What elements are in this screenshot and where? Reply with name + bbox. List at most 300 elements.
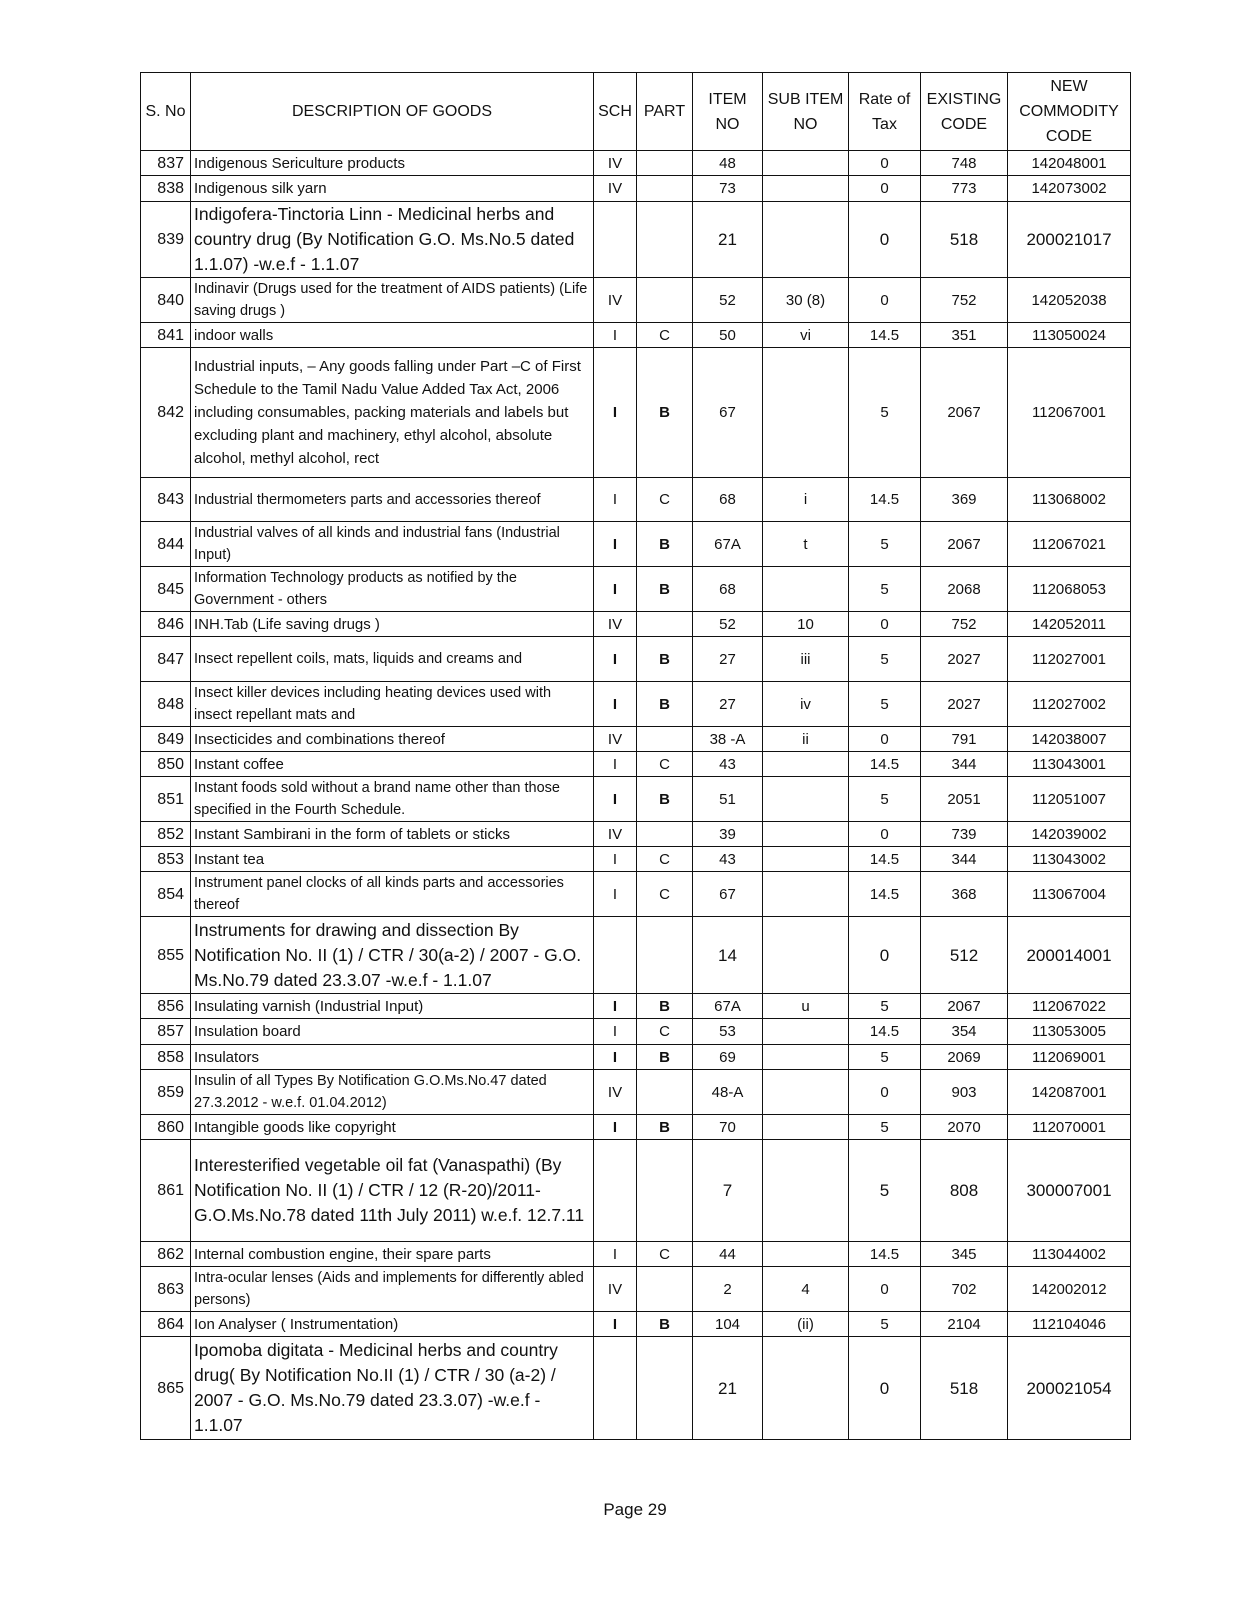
cell-new-commodity-code: 142039002: [1008, 822, 1131, 847]
table-row: [141, 176, 1131, 202]
cell-part: B: [637, 682, 693, 727]
cell-new-commodity-code: 200021017: [1008, 202, 1131, 278]
table-row: [141, 752, 1131, 777]
cell-part: [637, 822, 693, 847]
cell-part: [637, 202, 693, 278]
cell-existing-code: 351: [921, 323, 1008, 348]
cell-part: C: [637, 847, 693, 872]
cell-item-no: 21: [693, 1337, 763, 1440]
cell-rate-of-tax: 0: [849, 822, 921, 847]
table-row: [141, 323, 1131, 348]
cell-sch: [594, 917, 637, 994]
cell-rate-of-tax: 0: [849, 151, 921, 176]
cell-rate-of-tax: 5: [849, 567, 921, 612]
cell-description: Industrial thermometers parts and accessories thereof: [191, 478, 594, 522]
table-row: [141, 727, 1131, 752]
header-new-commodity-code: NEW COMMODITY CODE: [1008, 73, 1131, 151]
cell-new-commodity-code: 113043001: [1008, 752, 1131, 777]
cell-sno: 840: [141, 278, 191, 323]
cell-new-commodity-code: 112067021: [1008, 522, 1131, 567]
table-row: [141, 348, 1131, 478]
cell-item-no: 27: [693, 637, 763, 682]
cell-part: [637, 917, 693, 994]
cell-description: Industrial inputs, – Any goods falling under Part –C of First Schedule to the Tamil Nadu Value Added Tax Act, 2006 including consumables, packing materials and labels but excluding plant and machinery, ethyl alcohol, absolute alcohol, methyl alcohol, rect: [191, 348, 594, 478]
cell-new-commodity-code: 113067004: [1008, 872, 1131, 917]
cell-sno: 856: [141, 994, 191, 1019]
cell-sub-item-no: [763, 917, 849, 994]
cell-item-no: 68: [693, 567, 763, 612]
table-row: [141, 478, 1131, 522]
cell-sch: IV: [594, 151, 637, 176]
cell-sch: I: [594, 847, 637, 872]
cell-sub-item-no: (ii): [763, 1312, 849, 1337]
cell-sno: 846: [141, 612, 191, 637]
cell-new-commodity-code: 113053005: [1008, 1019, 1131, 1045]
cell-sub-item-no: [763, 202, 849, 278]
cell-part: B: [637, 522, 693, 567]
cell-part: C: [637, 1242, 693, 1267]
table-row: [141, 278, 1131, 323]
cell-sno: 851: [141, 777, 191, 822]
cell-sub-item-no: u: [763, 994, 849, 1019]
table-row: [141, 1312, 1131, 1337]
cell-rate-of-tax: 5: [849, 522, 921, 567]
cell-sub-item-no: 30 (8): [763, 278, 849, 323]
table-row: [141, 1070, 1131, 1115]
cell-description: Ipomoba digitata - Medicinal herbs and country drug( By Notification No.II (1) / CTR / 30 (a-2) / 2007 - G.O. Ms.No.79 dated 23.3.07) -w.e.f - 1.1.07: [191, 1337, 594, 1440]
cell-existing-code: 369: [921, 478, 1008, 522]
cell-item-no: 51: [693, 777, 763, 822]
table-row: [141, 872, 1131, 917]
cell-item-no: 7: [693, 1140, 763, 1242]
cell-rate-of-tax: 14.5: [849, 1242, 921, 1267]
cell-rate-of-tax: 14.5: [849, 323, 921, 348]
cell-new-commodity-code: 142038007: [1008, 727, 1131, 752]
cell-description: Ion Analyser ( Instrumentation): [191, 1312, 594, 1337]
cell-sno: 859: [141, 1070, 191, 1115]
table-row: [141, 994, 1131, 1019]
cell-sub-item-no: [763, 822, 849, 847]
cell-new-commodity-code: 113050024: [1008, 323, 1131, 348]
cell-item-no: 43: [693, 752, 763, 777]
cell-part: [637, 612, 693, 637]
cell-sno: 843: [141, 478, 191, 522]
cell-existing-code: 2067: [921, 994, 1008, 1019]
header-sno: S. No: [141, 73, 191, 151]
cell-existing-code: 748: [921, 151, 1008, 176]
cell-sub-item-no: [763, 1242, 849, 1267]
cell-item-no: 48: [693, 151, 763, 176]
cell-sch: I: [594, 522, 637, 567]
cell-item-no: 53: [693, 1019, 763, 1045]
cell-sub-item-no: vi: [763, 323, 849, 348]
cell-sub-item-no: 10: [763, 612, 849, 637]
table-row: [141, 202, 1131, 278]
cell-rate-of-tax: 14.5: [849, 872, 921, 917]
cell-description: Insecticides and combinations thereof: [191, 727, 594, 752]
cell-rate-of-tax: 0: [849, 1070, 921, 1115]
cell-sub-item-no: iv: [763, 682, 849, 727]
cell-new-commodity-code: 113068002: [1008, 478, 1131, 522]
cell-new-commodity-code: 112027001: [1008, 637, 1131, 682]
cell-sch: I: [594, 777, 637, 822]
cell-rate-of-tax: 14.5: [849, 847, 921, 872]
cell-sno: 849: [141, 727, 191, 752]
cell-existing-code: 752: [921, 278, 1008, 323]
cell-rate-of-tax: 5: [849, 1312, 921, 1337]
cell-part: [637, 1070, 693, 1115]
cell-sno: 864: [141, 1312, 191, 1337]
cell-item-no: 52: [693, 612, 763, 637]
cell-part: [637, 1140, 693, 1242]
cell-existing-code: 2027: [921, 682, 1008, 727]
cell-item-no: 73: [693, 176, 763, 202]
cell-sub-item-no: [763, 1337, 849, 1440]
cell-existing-code: 518: [921, 202, 1008, 278]
cell-new-commodity-code: 200021054: [1008, 1337, 1131, 1440]
cell-new-commodity-code: 112051007: [1008, 777, 1131, 822]
cell-rate-of-tax: 5: [849, 994, 921, 1019]
cell-sub-item-no: [763, 1045, 849, 1070]
cell-description: Interesterified vegetable oil fat (Vanaspathi) (By Notification No. II (1) / CTR / 12 (R-20)/2011-G.O.Ms.No.78 dated 11th July 2011) w.e.f. 12.7.11: [191, 1140, 594, 1242]
table-row: [141, 1115, 1131, 1140]
cell-rate-of-tax: 5: [849, 1115, 921, 1140]
cell-part: C: [637, 478, 693, 522]
cell-rate-of-tax: 0: [849, 176, 921, 202]
cell-rate-of-tax: 5: [849, 777, 921, 822]
cell-description: Insulating varnish (Industrial Input): [191, 994, 594, 1019]
cell-sub-item-no: [763, 847, 849, 872]
cell-item-no: 67: [693, 348, 763, 478]
cell-item-no: 69: [693, 1045, 763, 1070]
cell-part: C: [637, 323, 693, 348]
cell-sub-item-no: iii: [763, 637, 849, 682]
cell-sno: 845: [141, 567, 191, 612]
cell-existing-code: 2027: [921, 637, 1008, 682]
cell-sno: 857: [141, 1019, 191, 1045]
cell-rate-of-tax: 5: [849, 637, 921, 682]
cell-sch: I: [594, 752, 637, 777]
cell-sno: 865: [141, 1337, 191, 1440]
cell-sub-item-no: [763, 176, 849, 202]
cell-sch: I: [594, 348, 637, 478]
cell-item-no: 68: [693, 478, 763, 522]
cell-sno: 861: [141, 1140, 191, 1242]
cell-existing-code: 702: [921, 1267, 1008, 1312]
cell-sch: I: [594, 1115, 637, 1140]
cell-existing-code: 354: [921, 1019, 1008, 1045]
table-row: [141, 1242, 1131, 1267]
cell-existing-code: 773: [921, 176, 1008, 202]
table-row: [141, 1019, 1131, 1045]
cell-sub-item-no: [763, 151, 849, 176]
cell-rate-of-tax: 14.5: [849, 478, 921, 522]
cell-sch: [594, 1337, 637, 1440]
cell-item-no: 67A: [693, 522, 763, 567]
cell-description: Instant coffee: [191, 752, 594, 777]
cell-description: Indinavir (Drugs used for the treatment of AIDS patients) (Life saving drugs ): [191, 278, 594, 323]
cell-rate-of-tax: 5: [849, 348, 921, 478]
cell-item-no: 27: [693, 682, 763, 727]
cell-existing-code: 344: [921, 847, 1008, 872]
cell-part: B: [637, 567, 693, 612]
cell-new-commodity-code: 200014001: [1008, 917, 1131, 994]
cell-item-no: 38 -A: [693, 727, 763, 752]
cell-description: Instruments for drawing and dissection By Notification No. II (1) / CTR / 30(a-2) / 2007 - G.O. Ms.No.79 dated 23.3.07 -w.e.f - 1.1.07: [191, 917, 594, 994]
cell-item-no: 104: [693, 1312, 763, 1337]
header-description: DESCRIPTION OF GOODS: [191, 73, 594, 151]
cell-new-commodity-code: 142052038: [1008, 278, 1131, 323]
table-row: [141, 822, 1131, 847]
cell-sub-item-no: t: [763, 522, 849, 567]
commodity-table: [140, 72, 1131, 1440]
cell-sno: 858: [141, 1045, 191, 1070]
cell-sch: IV: [594, 176, 637, 202]
cell-item-no: 50: [693, 323, 763, 348]
cell-sub-item-no: [763, 1019, 849, 1045]
cell-item-no: 14: [693, 917, 763, 994]
header-item-no: ITEM NO: [693, 73, 763, 151]
cell-item-no: 39: [693, 822, 763, 847]
cell-sch: I: [594, 1045, 637, 1070]
cell-new-commodity-code: 112070001: [1008, 1115, 1131, 1140]
cell-new-commodity-code: 142052011: [1008, 612, 1131, 637]
cell-sub-item-no: 4: [763, 1267, 849, 1312]
table-row: [141, 567, 1131, 612]
table-row: [141, 682, 1131, 727]
cell-new-commodity-code: 112067022: [1008, 994, 1131, 1019]
cell-new-commodity-code: 112027002: [1008, 682, 1131, 727]
cell-existing-code: 368: [921, 872, 1008, 917]
cell-item-no: 52: [693, 278, 763, 323]
cell-description: Indigenous Sericulture products: [191, 151, 594, 176]
cell-new-commodity-code: 142073002: [1008, 176, 1131, 202]
cell-part: B: [637, 994, 693, 1019]
cell-part: [637, 151, 693, 176]
cell-part: B: [637, 1045, 693, 1070]
cell-part: [637, 278, 693, 323]
cell-existing-code: 2069: [921, 1045, 1008, 1070]
cell-item-no: 48-A: [693, 1070, 763, 1115]
cell-description: Indigofera-Tinctoria Linn - Medicinal herbs and country drug (By Notification G.O. Ms.No.5 dated 1.1.07) -w.e.f - 1.1.07: [191, 202, 594, 278]
cell-sno: 839: [141, 202, 191, 278]
cell-description: Intangible goods like copyright: [191, 1115, 594, 1140]
cell-sno: 854: [141, 872, 191, 917]
cell-part: [637, 176, 693, 202]
cell-part: C: [637, 872, 693, 917]
cell-new-commodity-code: 300007001: [1008, 1140, 1131, 1242]
cell-new-commodity-code: 142002012: [1008, 1267, 1131, 1312]
cell-item-no: 21: [693, 202, 763, 278]
cell-description: Instant Sambirani in the form of tablets or sticks: [191, 822, 594, 847]
header-row: [141, 73, 1131, 151]
cell-part: [637, 1337, 693, 1440]
cell-sub-item-no: [763, 567, 849, 612]
cell-new-commodity-code: 112104046: [1008, 1312, 1131, 1337]
cell-item-no: 43: [693, 847, 763, 872]
cell-description: Insulation board: [191, 1019, 594, 1045]
cell-sch: I: [594, 323, 637, 348]
cell-sch: I: [594, 1312, 637, 1337]
cell-sch: IV: [594, 1267, 637, 1312]
cell-existing-code: 903: [921, 1070, 1008, 1115]
table-row: [141, 612, 1131, 637]
cell-sub-item-no: [763, 1115, 849, 1140]
cell-description: Insect repellent coils, mats, liquids and creams and: [191, 637, 594, 682]
cell-description: Insulators: [191, 1045, 594, 1070]
cell-description: Indigenous silk yarn: [191, 176, 594, 202]
cell-existing-code: 808: [921, 1140, 1008, 1242]
cell-existing-code: 2067: [921, 348, 1008, 478]
cell-existing-code: 345: [921, 1242, 1008, 1267]
cell-sno: 863: [141, 1267, 191, 1312]
cell-sno: 862: [141, 1242, 191, 1267]
cell-sno: 838: [141, 176, 191, 202]
cell-sch: IV: [594, 727, 637, 752]
header-rate-of-tax: Rate of Tax: [849, 73, 921, 151]
cell-sno: 853: [141, 847, 191, 872]
cell-sub-item-no: ii: [763, 727, 849, 752]
cell-description: Insulin of all Types By Notification G.O.Ms.No.47 dated 27.3.2012 - w.e.f. 01.04.2012): [191, 1070, 594, 1115]
cell-rate-of-tax: 5: [849, 1140, 921, 1242]
cell-existing-code: 752: [921, 612, 1008, 637]
cell-sno: 847: [141, 637, 191, 682]
cell-item-no: 44: [693, 1242, 763, 1267]
cell-sch: I: [594, 872, 637, 917]
cell-description: INH.Tab (Life saving drugs ): [191, 612, 594, 637]
table-row: [141, 917, 1131, 994]
cell-existing-code: 2051: [921, 777, 1008, 822]
cell-new-commodity-code: 113043002: [1008, 847, 1131, 872]
cell-sch: [594, 202, 637, 278]
cell-sch: I: [594, 567, 637, 612]
cell-new-commodity-code: 113044002: [1008, 1242, 1131, 1267]
cell-description: indoor walls: [191, 323, 594, 348]
cell-sno: 852: [141, 822, 191, 847]
cell-existing-code: 2070: [921, 1115, 1008, 1140]
cell-sno: 855: [141, 917, 191, 994]
cell-item-no: 67A: [693, 994, 763, 1019]
cell-existing-code: 791: [921, 727, 1008, 752]
table-row: [141, 1337, 1131, 1440]
table-row: [141, 637, 1131, 682]
cell-description: Industrial valves of all kinds and industrial fans (Industrial Input): [191, 522, 594, 567]
cell-existing-code: 518: [921, 1337, 1008, 1440]
cell-sch: I: [594, 682, 637, 727]
cell-sch: [594, 1140, 637, 1242]
cell-new-commodity-code: 112067001: [1008, 348, 1131, 478]
header-part: PART: [637, 73, 693, 151]
cell-sch: IV: [594, 1070, 637, 1115]
cell-part: B: [637, 1312, 693, 1337]
cell-sch: IV: [594, 612, 637, 637]
cell-item-no: 70: [693, 1115, 763, 1140]
cell-description: Internal combustion engine, their spare parts: [191, 1242, 594, 1267]
cell-new-commodity-code: 112069001: [1008, 1045, 1131, 1070]
cell-part: B: [637, 777, 693, 822]
cell-sch: IV: [594, 822, 637, 847]
cell-sch: IV: [594, 278, 637, 323]
cell-part: B: [637, 1115, 693, 1140]
cell-sno: 837: [141, 151, 191, 176]
table-row: [141, 522, 1131, 567]
cell-part: [637, 727, 693, 752]
cell-sch: I: [594, 1019, 637, 1045]
cell-rate-of-tax: 0: [849, 727, 921, 752]
cell-sno: 860: [141, 1115, 191, 1140]
cell-existing-code: 2067: [921, 522, 1008, 567]
cell-new-commodity-code: 112068053: [1008, 567, 1131, 612]
cell-existing-code: 344: [921, 752, 1008, 777]
cell-sno: 841: [141, 323, 191, 348]
cell-rate-of-tax: 0: [849, 278, 921, 323]
cell-new-commodity-code: 142087001: [1008, 1070, 1131, 1115]
cell-sub-item-no: [763, 752, 849, 777]
cell-sub-item-no: i: [763, 478, 849, 522]
table-row: [141, 1267, 1131, 1312]
cell-sch: I: [594, 637, 637, 682]
cell-description: Information Technology products as notified by the Government - others: [191, 567, 594, 612]
cell-existing-code: 2104: [921, 1312, 1008, 1337]
cell-new-commodity-code: 142048001: [1008, 151, 1131, 176]
cell-rate-of-tax: 5: [849, 1045, 921, 1070]
cell-part: B: [637, 637, 693, 682]
table-row: [141, 1140, 1131, 1242]
header-sub-item-no: SUB ITEM NO: [763, 73, 849, 151]
cell-item-no: 67: [693, 872, 763, 917]
cell-sub-item-no: [763, 348, 849, 478]
cell-sch: I: [594, 994, 637, 1019]
cell-part: C: [637, 752, 693, 777]
cell-part: C: [637, 1019, 693, 1045]
cell-rate-of-tax: 5: [849, 682, 921, 727]
cell-description: Intra-ocular lenses (Aids and implements for differently abled persons): [191, 1267, 594, 1312]
header-sch: SCH: [594, 73, 637, 151]
cell-existing-code: 739: [921, 822, 1008, 847]
table-row: [141, 151, 1131, 176]
cell-existing-code: 2068: [921, 567, 1008, 612]
cell-sub-item-no: [763, 872, 849, 917]
cell-part: [637, 1267, 693, 1312]
cell-sch: I: [594, 478, 637, 522]
cell-description: Insect killer devices including heating devices used with insect repellant mats and: [191, 682, 594, 727]
cell-sub-item-no: [763, 1070, 849, 1115]
cell-sno: 844: [141, 522, 191, 567]
page-number: Page 29: [603, 1500, 667, 1519]
cell-rate-of-tax: 0: [849, 917, 921, 994]
cell-rate-of-tax: 0: [849, 612, 921, 637]
cell-sub-item-no: [763, 777, 849, 822]
header-existing-code: EXISTING CODE: [921, 73, 1008, 151]
cell-description: Instant tea: [191, 847, 594, 872]
cell-sch: I: [594, 1242, 637, 1267]
cell-sno: 842: [141, 348, 191, 478]
cell-sub-item-no: [763, 1140, 849, 1242]
cell-item-no: 2: [693, 1267, 763, 1312]
cell-description: Instrument panel clocks of all kinds parts and accessories thereof: [191, 872, 594, 917]
cell-part: B: [637, 348, 693, 478]
cell-rate-of-tax: 0: [849, 202, 921, 278]
table-row: [141, 777, 1131, 822]
cell-rate-of-tax: 0: [849, 1337, 921, 1440]
table-row: [141, 847, 1131, 872]
cell-rate-of-tax: 14.5: [849, 752, 921, 777]
cell-rate-of-tax: 0: [849, 1267, 921, 1312]
cell-description: Instant foods sold without a brand name other than those specified in the Fourth Schedule.: [191, 777, 594, 822]
cell-sno: 848: [141, 682, 191, 727]
cell-existing-code: 512: [921, 917, 1008, 994]
table-row: [141, 1045, 1131, 1070]
